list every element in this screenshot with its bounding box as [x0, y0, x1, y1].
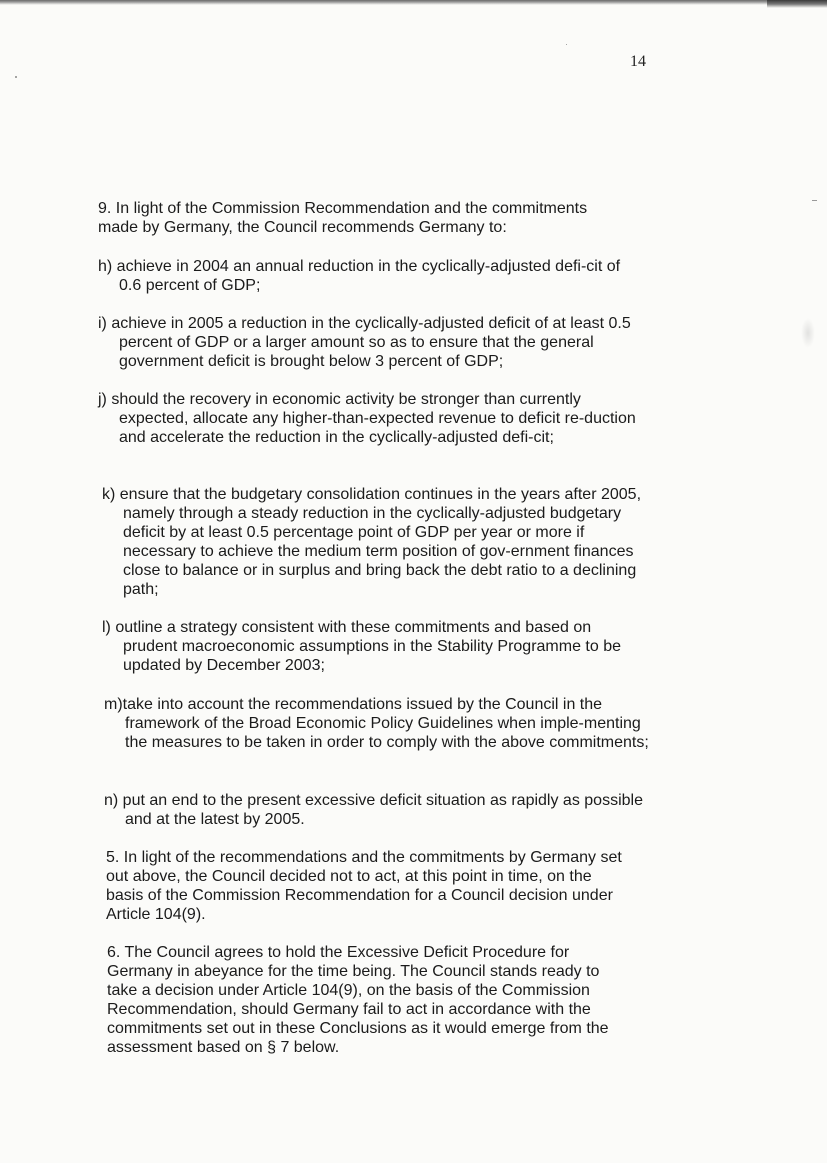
scan-top-border-end [767, 0, 827, 8]
scan-edge-mark [812, 200, 817, 201]
list-item-j: j) should the recovery in economic activity be stronger than currently expected, allocate any higher-than-expected revenue to deficit re-duction and accelerate the reduction in the cyclically-adjusted defi-cit; [98, 391, 636, 446]
scan-speck [15, 76, 17, 78]
scan-smudge [801, 318, 815, 348]
list-item-k: k) ensure that the budgetary consolidation continues in the years after 2005, namely through a steady reduction in the cyclically-adjusted budgetary deficit by at least 0.5 percentage point of GDP per year or more if necessary to achieve the medium term position of gov-ernment finances close to balance or in surplus and bring back the debt ratio to a declining path; [102, 486, 642, 598]
list-item-m: m)take into account the recommendations issued by the Council in the framework of the Broad Economic Policy Guidelines when imple-menting the measures to be taken in order to comply with the above commitments; [104, 696, 649, 751]
scan-speck [566, 44, 567, 45]
list-item-l: l) outline a strategy consistent with these commitments and based on prudent macroeconomic assumptions in the Stability Programme to be updated by December 2003; [102, 619, 622, 674]
paragraph-9: 9. In light of the Commission Recommendation and the commitments made by Germany, the Council recommends Germany to: [98, 200, 588, 236]
page-number: 14 [630, 53, 646, 70]
paragraph-5: 5. In light of the recommendations and the commitments by Germany set out above, the Council decided not to act, at this point in time, on the basis of the Commission Recommendation for a Council decision under Article 104(9). [106, 849, 622, 923]
paragraph-6: 6. The Council agrees to hold the Excessive Deficit Procedure for Germany in abeyance for the time being. The Council stands ready to take a decision under Article 104(9), on the basis of the Commission Recommendation, should Germany fail to act in accordance with the commitments set out in these Conclusions as it would emerge from the assessment based on § 7 below. [107, 944, 609, 1056]
list-item-i: i) achieve in 2005 a reduction in the cyclically-adjusted deficit of at least 0.5 percent of GDP or a larger amount so as to ensure that the general government deficit is brought below 3 percent of GDP; [98, 315, 631, 370]
scan-top-border [0, 0, 827, 5]
list-item-h: h) achieve in 2004 an annual reduction in the cyclically-adjusted defi-cit of 0.6 percent of GDP; [98, 258, 621, 294]
list-item-n: n) put an end to the present excessive deficit situation as rapidly as possible and at the latest by 2005. [104, 792, 643, 828]
